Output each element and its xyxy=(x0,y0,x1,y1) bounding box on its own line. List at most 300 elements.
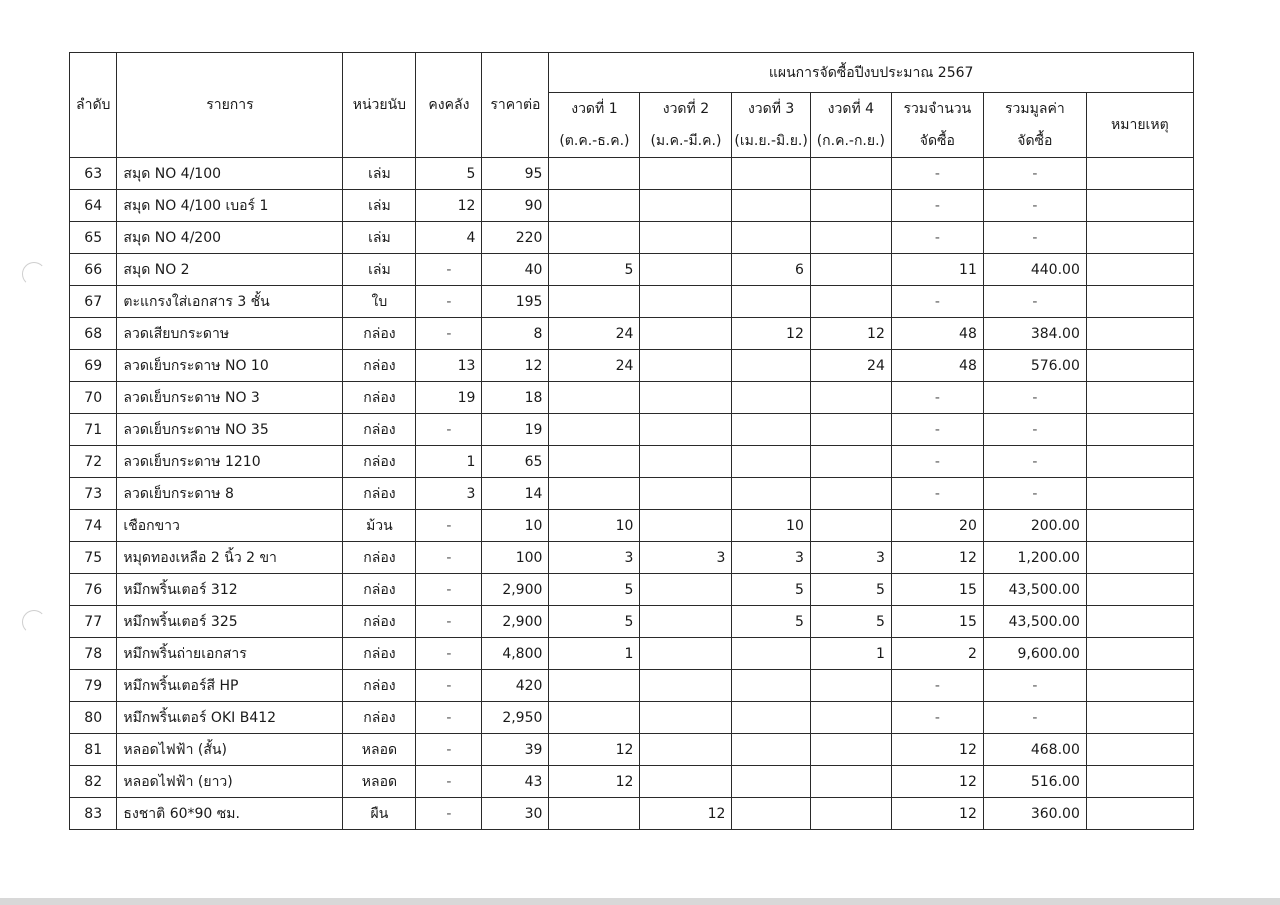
cell-total-value: 516.00 xyxy=(983,766,1086,798)
cell-q3 xyxy=(732,446,810,478)
cell-price: 40 xyxy=(482,254,549,286)
punch-hole-bottom xyxy=(22,610,46,634)
cell-item: ลวดเย็บกระดาษ 8 xyxy=(117,478,343,510)
header-q3 xyxy=(732,93,810,158)
cell-q4 xyxy=(810,798,891,830)
cell-no: 64 xyxy=(70,190,117,222)
cell-q3 xyxy=(732,478,810,510)
cell-total-value: 43,500.00 xyxy=(983,606,1086,638)
cell-q1: 3 xyxy=(549,542,640,574)
cell-remark xyxy=(1086,414,1193,446)
cell-unit: เล่ม xyxy=(343,254,416,286)
cell-item: หมึกพริ้นเตอร์ 312 xyxy=(117,574,343,606)
cell-q2 xyxy=(640,446,732,478)
cell-price: 100 xyxy=(482,542,549,574)
cell-q1 xyxy=(549,190,640,222)
table-row xyxy=(70,670,1194,702)
cell-stock: - xyxy=(416,670,482,702)
cell-item: ลวดเย็บกระดาษ 1210 xyxy=(117,446,343,478)
cell-total-qty: - xyxy=(891,382,983,414)
cell-stock: - xyxy=(416,606,482,638)
table-row xyxy=(70,766,1194,798)
cell-total-qty: 15 xyxy=(891,606,983,638)
cell-q3 xyxy=(732,414,810,446)
cell-q1: 1 xyxy=(549,638,640,670)
cell-unit: ผืน xyxy=(343,798,416,830)
cell-q2 xyxy=(640,350,732,382)
cell-q3: 3 xyxy=(732,542,810,574)
cell-no: 68 xyxy=(70,318,117,350)
table-row xyxy=(70,734,1194,766)
header-row-top xyxy=(70,53,1194,93)
cell-q1: 24 xyxy=(549,318,640,350)
cell-q2 xyxy=(640,318,732,350)
header-no: ลำดับ xyxy=(70,53,117,158)
cell-remark xyxy=(1086,766,1193,798)
table-row xyxy=(70,446,1194,478)
cell-q4: 5 xyxy=(810,574,891,606)
cell-q4 xyxy=(810,414,891,446)
cell-q3: 12 xyxy=(732,318,810,350)
cell-q4 xyxy=(810,670,891,702)
cell-q4 xyxy=(810,446,891,478)
header-total-value xyxy=(983,93,1086,158)
cell-stock: - xyxy=(416,766,482,798)
cell-q1: 5 xyxy=(549,254,640,286)
cell-q3 xyxy=(732,158,810,190)
cell-total-value: - xyxy=(983,446,1086,478)
cell-stock: 1 xyxy=(416,446,482,478)
cell-q2 xyxy=(640,510,732,542)
cell-no: 77 xyxy=(70,606,117,638)
cell-item: สมุด NO 4/100 xyxy=(117,158,343,190)
cell-q3: 6 xyxy=(732,254,810,286)
cell-unit: กล่อง xyxy=(343,670,416,702)
cell-remark xyxy=(1086,542,1193,574)
cell-q1: 10 xyxy=(549,510,640,542)
cell-q2 xyxy=(640,286,732,318)
cell-q4: 24 xyxy=(810,350,891,382)
cell-remark xyxy=(1086,510,1193,542)
cell-q4 xyxy=(810,382,891,414)
cell-q3 xyxy=(732,286,810,318)
header-q2-period: (ม.ค.-มี.ค.) xyxy=(650,133,722,149)
cell-item: สมุด NO 2 xyxy=(117,254,343,286)
cell-no: 71 xyxy=(70,414,117,446)
cell-total-value: 43,500.00 xyxy=(983,574,1086,606)
cell-unit: กล่อง xyxy=(343,478,416,510)
cell-item: เชือกขาว xyxy=(117,510,343,542)
cell-item: หมึกพริ้นเตอร์สี HP xyxy=(117,670,343,702)
cell-total-qty: 12 xyxy=(891,734,983,766)
cell-q3 xyxy=(732,734,810,766)
header-plan-title: แผนการจัดซื้อปีงบประมาณ 2567 xyxy=(549,53,1193,93)
cell-total-qty: 12 xyxy=(891,766,983,798)
header-q4-period: (ก.ค.-ก.ย.) xyxy=(816,133,886,149)
cell-total-value: - xyxy=(983,286,1086,318)
cell-stock: - xyxy=(416,414,482,446)
header-remark: หมายเหตุ xyxy=(1086,93,1193,158)
table-row xyxy=(70,702,1194,734)
cell-q2 xyxy=(640,702,732,734)
cell-total-value: - xyxy=(983,222,1086,254)
cell-q2 xyxy=(640,766,732,798)
cell-q3 xyxy=(732,382,810,414)
cell-no: 66 xyxy=(70,254,117,286)
cell-item: สมุด NO 4/200 xyxy=(117,222,343,254)
cell-q1 xyxy=(549,286,640,318)
cell-q2 xyxy=(640,638,732,670)
cell-price: 10 xyxy=(482,510,549,542)
cell-stock: - xyxy=(416,574,482,606)
cell-item: สมุด NO 4/100 เบอร์ 1 xyxy=(117,190,343,222)
table-row xyxy=(70,510,1194,542)
header-q1-period: (ต.ค.-ธ.ค.) xyxy=(559,133,630,149)
cell-stock: 12 xyxy=(416,190,482,222)
cell-total-qty: 12 xyxy=(891,798,983,830)
cell-total-qty: - xyxy=(891,478,983,510)
cell-stock: - xyxy=(416,542,482,574)
cell-stock: - xyxy=(416,254,482,286)
cell-total-value: - xyxy=(983,158,1086,190)
header-total-qty-line1: รวมจำนวน xyxy=(903,101,972,117)
cell-no: 80 xyxy=(70,702,117,734)
cell-unit: กล่อง xyxy=(343,350,416,382)
table-row xyxy=(70,222,1194,254)
cell-no: 63 xyxy=(70,158,117,190)
cell-q3: 5 xyxy=(732,574,810,606)
cell-q1 xyxy=(549,670,640,702)
cell-no: 65 xyxy=(70,222,117,254)
cell-q2 xyxy=(640,254,732,286)
cell-price: 220 xyxy=(482,222,549,254)
cell-no: 76 xyxy=(70,574,117,606)
cell-q4 xyxy=(810,702,891,734)
cell-item: หมึกพริ้นถ่ายเอกสาร xyxy=(117,638,343,670)
cell-q1 xyxy=(549,414,640,446)
cell-stock: - xyxy=(416,510,482,542)
cell-q4: 1 xyxy=(810,638,891,670)
cell-q1: 5 xyxy=(549,606,640,638)
cell-q1 xyxy=(549,158,640,190)
cell-q3: 10 xyxy=(732,510,810,542)
cell-total-value: - xyxy=(983,190,1086,222)
cell-price: 12 xyxy=(482,350,549,382)
cell-q2 xyxy=(640,158,732,190)
cell-q2: 12 xyxy=(640,798,732,830)
cell-unit: หลอด xyxy=(343,734,416,766)
cell-price: 2,950 xyxy=(482,702,549,734)
table-row xyxy=(70,350,1194,382)
cell-stock: 4 xyxy=(416,222,482,254)
cell-q1 xyxy=(549,702,640,734)
cell-remark xyxy=(1086,222,1193,254)
cell-no: 83 xyxy=(70,798,117,830)
cell-stock: - xyxy=(416,734,482,766)
cell-price: 65 xyxy=(482,446,549,478)
cell-remark xyxy=(1086,254,1193,286)
cell-unit: กล่อง xyxy=(343,382,416,414)
cell-unit: กล่อง xyxy=(343,414,416,446)
cell-total-value: - xyxy=(983,702,1086,734)
cell-total-value: 468.00 xyxy=(983,734,1086,766)
cell-stock: 3 xyxy=(416,478,482,510)
cell-q4: 3 xyxy=(810,542,891,574)
cell-q2 xyxy=(640,414,732,446)
cell-q4 xyxy=(810,158,891,190)
header-q4 xyxy=(810,93,891,158)
cell-unit: ใบ xyxy=(343,286,416,318)
cell-price: 18 xyxy=(482,382,549,414)
cell-total-qty: - xyxy=(891,158,983,190)
cell-total-value: 1,200.00 xyxy=(983,542,1086,574)
cell-unit: หลอด xyxy=(343,766,416,798)
cell-q2 xyxy=(640,478,732,510)
cell-no: 79 xyxy=(70,670,117,702)
cell-remark xyxy=(1086,798,1193,830)
cell-item: หมึกพริ้นเตอร์ 325 xyxy=(117,606,343,638)
procurement-plan-table xyxy=(69,52,1194,830)
cell-no: 73 xyxy=(70,478,117,510)
cell-remark xyxy=(1086,190,1193,222)
cell-total-qty: 20 xyxy=(891,510,983,542)
cell-unit: ม้วน xyxy=(343,510,416,542)
header-q2-title: งวดที่ 2 xyxy=(662,101,710,117)
cell-q2 xyxy=(640,734,732,766)
cell-no: 67 xyxy=(70,286,117,318)
cell-remark xyxy=(1086,350,1193,382)
cell-stock: - xyxy=(416,638,482,670)
header-unit: หน่วยนับ xyxy=(343,53,416,158)
cell-q3 xyxy=(732,638,810,670)
cell-remark xyxy=(1086,734,1193,766)
table-row xyxy=(70,382,1194,414)
cell-total-value: 576.00 xyxy=(983,350,1086,382)
cell-q4 xyxy=(810,766,891,798)
header-item: รายการ xyxy=(117,53,343,158)
cell-price: 195 xyxy=(482,286,549,318)
cell-total-value: 200.00 xyxy=(983,510,1086,542)
cell-stock: - xyxy=(416,286,482,318)
table-row xyxy=(70,606,1194,638)
cell-price: 39 xyxy=(482,734,549,766)
header-total-value-line2: จัดซื้อ xyxy=(1017,133,1053,149)
cell-q1: 5 xyxy=(549,574,640,606)
cell-total-qty: 15 xyxy=(891,574,983,606)
cell-remark xyxy=(1086,702,1193,734)
cell-no: 82 xyxy=(70,766,117,798)
cell-remark xyxy=(1086,382,1193,414)
cell-stock: 13 xyxy=(416,350,482,382)
cell-price: 14 xyxy=(482,478,549,510)
cell-q3 xyxy=(732,222,810,254)
cell-q1 xyxy=(549,222,640,254)
header-q3-title: งวดที่ 3 xyxy=(747,101,795,117)
cell-q1 xyxy=(549,478,640,510)
cell-item: หมุดทองเหลือ 2 นิ้ว 2 ขา xyxy=(117,542,343,574)
cell-price: 4,800 xyxy=(482,638,549,670)
cell-no: 81 xyxy=(70,734,117,766)
cell-remark xyxy=(1086,606,1193,638)
cell-remark xyxy=(1086,318,1193,350)
cell-price: 2,900 xyxy=(482,574,549,606)
cell-total-qty: 48 xyxy=(891,350,983,382)
page-bottom-edge xyxy=(0,898,1280,905)
cell-q2: 3 xyxy=(640,542,732,574)
table-row xyxy=(70,542,1194,574)
cell-item: หลอดไฟฟ้า (ยาว) xyxy=(117,766,343,798)
cell-q1 xyxy=(549,798,640,830)
cell-q3: 5 xyxy=(732,606,810,638)
cell-item: ธงชาติ 60*90 ซม. xyxy=(117,798,343,830)
header-total-qty xyxy=(891,93,983,158)
cell-q3 xyxy=(732,670,810,702)
cell-item: ลวดเย็บกระดาษ NO 35 xyxy=(117,414,343,446)
cell-unit: กล่อง xyxy=(343,702,416,734)
cell-total-qty: - xyxy=(891,222,983,254)
cell-total-qty: - xyxy=(891,286,983,318)
cell-q3 xyxy=(732,190,810,222)
header-q2 xyxy=(640,93,732,158)
cell-no: 69 xyxy=(70,350,117,382)
cell-unit: กล่อง xyxy=(343,318,416,350)
cell-remark xyxy=(1086,638,1193,670)
cell-unit: กล่อง xyxy=(343,574,416,606)
cell-total-qty: - xyxy=(891,414,983,446)
cell-q2 xyxy=(640,574,732,606)
cell-q1: 24 xyxy=(549,350,640,382)
table-row xyxy=(70,414,1194,446)
cell-unit: กล่อง xyxy=(343,638,416,670)
cell-q1: 12 xyxy=(549,766,640,798)
cell-total-qty: 11 xyxy=(891,254,983,286)
table-row xyxy=(70,190,1194,222)
cell-total-value: - xyxy=(983,382,1086,414)
cell-q4 xyxy=(810,734,891,766)
cell-q2 xyxy=(640,222,732,254)
header-price: ราคาต่อ xyxy=(482,53,549,158)
cell-price: 43 xyxy=(482,766,549,798)
cell-remark xyxy=(1086,478,1193,510)
header-total-value-line1: รวมมูลค่า xyxy=(1005,101,1065,117)
cell-q4 xyxy=(810,190,891,222)
cell-unit: กล่อง xyxy=(343,446,416,478)
cell-total-qty: 2 xyxy=(891,638,983,670)
cell-unit: เล่ม xyxy=(343,222,416,254)
cell-item: หลอดไฟฟ้า (สั้น) xyxy=(117,734,343,766)
cell-total-value: 360.00 xyxy=(983,798,1086,830)
cell-price: 90 xyxy=(482,190,549,222)
cell-q4: 5 xyxy=(810,606,891,638)
cell-q4 xyxy=(810,254,891,286)
cell-unit: กล่อง xyxy=(343,542,416,574)
cell-price: 8 xyxy=(482,318,549,350)
cell-unit: เล่ม xyxy=(343,158,416,190)
cell-remark xyxy=(1086,670,1193,702)
table-row xyxy=(70,318,1194,350)
table-row xyxy=(70,478,1194,510)
cell-total-qty: - xyxy=(891,670,983,702)
cell-q3 xyxy=(732,766,810,798)
cell-price: 420 xyxy=(482,670,549,702)
cell-q1: 12 xyxy=(549,734,640,766)
cell-q3 xyxy=(732,350,810,382)
cell-q2 xyxy=(640,670,732,702)
cell-stock: - xyxy=(416,702,482,734)
header-total-qty-line2: จัดซื้อ xyxy=(919,133,955,149)
cell-q2 xyxy=(640,382,732,414)
cell-no: 70 xyxy=(70,382,117,414)
punch-hole-top xyxy=(22,262,46,286)
header-q4-title: งวดที่ 4 xyxy=(827,101,875,117)
cell-item: ลวดเย็บกระดาษ NO 10 xyxy=(117,350,343,382)
cell-stock: 5 xyxy=(416,158,482,190)
header-q1 xyxy=(549,93,640,158)
cell-stock: 19 xyxy=(416,382,482,414)
cell-total-value: - xyxy=(983,414,1086,446)
header-q3-period: (เม.ย.-มิ.ย.) xyxy=(734,133,808,149)
cell-no: 74 xyxy=(70,510,117,542)
cell-price: 30 xyxy=(482,798,549,830)
table-row xyxy=(70,638,1194,670)
cell-total-value: - xyxy=(983,670,1086,702)
cell-q4 xyxy=(810,510,891,542)
cell-total-qty: - xyxy=(891,702,983,734)
cell-price: 19 xyxy=(482,414,549,446)
cell-total-qty: - xyxy=(891,190,983,222)
cell-q2 xyxy=(640,190,732,222)
cell-no: 72 xyxy=(70,446,117,478)
cell-q4 xyxy=(810,222,891,254)
header-stock: คงคลัง xyxy=(416,53,482,158)
cell-q2 xyxy=(640,606,732,638)
cell-stock: - xyxy=(416,798,482,830)
cell-remark xyxy=(1086,286,1193,318)
table-row xyxy=(70,254,1194,286)
cell-remark xyxy=(1086,158,1193,190)
cell-total-qty: 48 xyxy=(891,318,983,350)
table-row xyxy=(70,798,1194,830)
cell-total-qty: - xyxy=(891,446,983,478)
cell-no: 78 xyxy=(70,638,117,670)
cell-price: 95 xyxy=(482,158,549,190)
cell-stock: - xyxy=(416,318,482,350)
table-row xyxy=(70,574,1194,606)
cell-price: 2,900 xyxy=(482,606,549,638)
table-row xyxy=(70,286,1194,318)
cell-total-value: 9,600.00 xyxy=(983,638,1086,670)
table-row xyxy=(70,158,1194,190)
cell-q4 xyxy=(810,478,891,510)
cell-q4 xyxy=(810,286,891,318)
cell-q4: 12 xyxy=(810,318,891,350)
cell-q1 xyxy=(549,446,640,478)
cell-item: หมึกพริ้นเตอร์ OKI B412 xyxy=(117,702,343,734)
cell-q3 xyxy=(732,798,810,830)
cell-item: ลวดเสียบกระดาษ xyxy=(117,318,343,350)
cell-unit: กล่อง xyxy=(343,606,416,638)
cell-remark xyxy=(1086,574,1193,606)
cell-total-value: 384.00 xyxy=(983,318,1086,350)
cell-total-qty: 12 xyxy=(891,542,983,574)
cell-unit: เล่ม xyxy=(343,190,416,222)
cell-item: ตะแกรงใส่เอกสาร 3 ชั้น xyxy=(117,286,343,318)
cell-q3 xyxy=(732,702,810,734)
cell-no: 75 xyxy=(70,542,117,574)
cell-total-value: - xyxy=(983,478,1086,510)
cell-item: ลวดเย็บกระดาษ NO 3 xyxy=(117,382,343,414)
cell-remark xyxy=(1086,446,1193,478)
